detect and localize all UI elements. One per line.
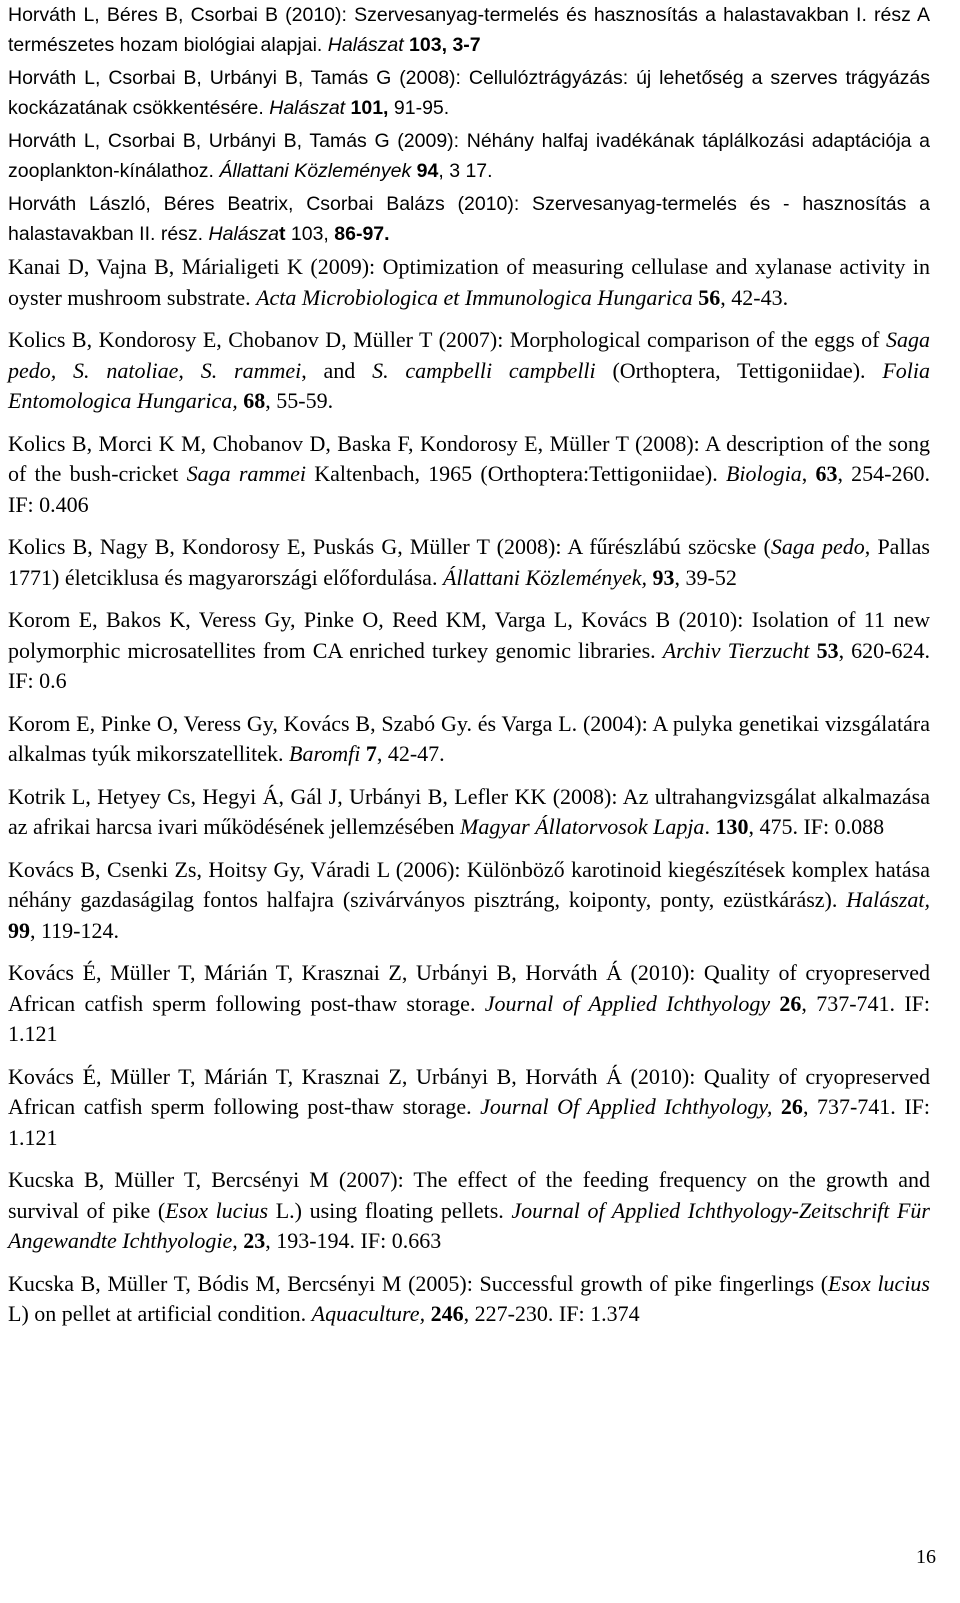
reference-text-segment: Folia Entomologica Hungarica, (8, 357, 931, 413)
reference-text-segment: Esox lucius (828, 1270, 930, 1296)
reference-text-segment: Esox lucius (165, 1197, 269, 1223)
reference-entry (8, 126, 930, 186)
reference-text-segment: Kolics B, Morci K M, Chobanov D, Baska F, Kondorosy E, Müller T (2008): A description of the song of the bush-cricket (8, 430, 930, 486)
reference-text-segment: Halászat, (846, 887, 930, 912)
reference-text-segment: Journal of Applied Ichthyology-Zeitschrift Für Angewandte Ichthyologie (8, 1197, 930, 1253)
reference-entry (8, 855, 930, 947)
reference-entry (8, 709, 930, 770)
reference-text-segment: 103, (403, 34, 453, 56)
reference-text-segment: 63 (815, 461, 838, 486)
reference-entry (8, 252, 930, 313)
reference-text-segment: , 55-59. (265, 388, 334, 413)
reference-text-segment: Biologia (725, 461, 802, 486)
reference-text-segment: Horváth L, Csorbai B, Urbányi B, Tamás G (2008): Cellulóztrágyázás: új lehetőség a szerves trágyázás kockázatának csökkentésére. (8, 67, 930, 119)
reference-text-segment: Journal Of Applied Ichthyology, (480, 1094, 773, 1119)
reference-entry (8, 63, 930, 123)
reference-text-segment: 3-7 (452, 34, 481, 56)
reference-text-segment: , 737-741. IF: 1.121 (8, 990, 931, 1046)
reference-entry (8, 532, 930, 593)
reference-text-segment: Halászat (327, 34, 404, 56)
reference-list (8, 0, 930, 1330)
page-number: 16 (916, 1546, 936, 1568)
reference-text-segment: Kolics B, Nagy B, Kondorosy E, Puskás G, Müller T (2008): A fűrészlábú szöcske ( (8, 534, 771, 559)
reference-text-segment: Kovács É, Müller T, Márián T, Krasznai Z, Urbányi B, Horváth Á (2010): Quality of cryopreserved African catfish sperm following post-thaw storage. (8, 960, 930, 1016)
reference-text-segment: , 620-624. IF: 0.6 (8, 637, 931, 693)
reference-text-segment: , 737-741. IF: 1.121 (8, 1094, 931, 1150)
reference-text-segment: Állattani Közlemények (219, 160, 412, 182)
reference-text-segment: Kanai D, Vajna B, Márialigeti K (2009): Optimization of measuring cellulase and xylanase activity in oyster mushroom substrate. (8, 254, 930, 310)
reference-text-segment: 246 (425, 1301, 464, 1326)
reference-entry (8, 958, 930, 1050)
reference-text-segment: , (232, 1228, 244, 1253)
reference-text-segment: Horváth László, Béres Beatrix, Csorbai Balázs (2010): Szervesanyag-termelés és - hasznosítás a halastavakban II. rész. (8, 193, 930, 245)
reference-text-segment: 103, (285, 223, 335, 245)
reference-text-segment: Horváth L, Béres B, Csorbai B (2010): Szervesanyag-termelés és hasznosítás a halastavakban I. rész A természetes hozam biológiai alapjai. (8, 4, 930, 56)
reference-text-segment: Kovács B, Csenki Zs, Hoitsy Gy, Váradi L (2006): Különböző karotinoid kiegészítések komplex hatása néhány gazdaságilag fontos halfajra (szivárványos pisztráng, koiponty, ponty, ezüstkárász). (8, 856, 930, 912)
reference-text-segment: Állattani Közlemények, (442, 564, 648, 590)
reference-text-segment: 26 (772, 1094, 803, 1119)
reference-text-segment: , 39-52 (674, 564, 737, 590)
reference-text-segment: 99 (8, 917, 30, 943)
reference-text-segment: Acta Microbiologica et Immunologica Hungarica (256, 284, 693, 310)
reference-text-segment: t (278, 223, 286, 245)
reference-text-segment: , 227-230. IF: 1.374 (463, 1301, 640, 1326)
reference-text-segment: , 193-194. IF: 0.663 (265, 1228, 442, 1253)
reference-text-segment: 94 (411, 160, 439, 182)
reference-text-segment: 26 (770, 990, 802, 1016)
reference-text-segment: , 42-47. (376, 741, 445, 766)
reference-text-segment: , 3 17. (438, 160, 493, 182)
reference-text-segment: Halászat (269, 97, 346, 119)
reference-text-segment: 93 (647, 564, 675, 590)
reference-text-segment: Horváth L, Csorbai B, Urbányi B, Tamás G (2009): Néhány halfaj ivadékának táplálkozási adaptációja a zooplankton-kínálathoz. (8, 130, 930, 182)
reference-text-segment: . (704, 814, 716, 839)
reference-text-segment: , 119-124. (30, 917, 120, 943)
reference-text-segment: , 254-260. IF: 0.406 (8, 461, 931, 517)
reference-text-segment: Magyar Állatorvosok Lapja (460, 814, 705, 839)
reference-text-segment: Saga pedo, S. natoliae, S. rammei (8, 327, 930, 383)
reference-text-segment: Halásza (208, 223, 279, 245)
reference-entry (8, 1165, 930, 1257)
reference-text-segment: L) on pellet at artificial condition. (8, 1301, 312, 1326)
reference-entry (8, 429, 930, 521)
reference-text-segment: L.) using floating pellets. (268, 1197, 512, 1223)
reference-entry (8, 0, 930, 60)
reference-text-segment: , 42-43. (720, 284, 789, 310)
reference-text-segment: , Pallas 1771) életciklusa és magyarországi előfordulása. (8, 534, 930, 590)
reference-text-segment: 56 (692, 284, 721, 310)
reference-text-segment: 68 (237, 388, 266, 413)
reference-text-segment: Archiv Tierzucht (662, 637, 810, 663)
reference-text-segment: Journal of Applied Ichthyology (484, 990, 771, 1016)
reference-text-segment: Korom E, Pinke O, Veress Gy, Kovács B, Szabó Gy. és Varga L. (2004): A pulyka genetikai vizsgálatára alkalmas tyúk mikorszatellitek. (8, 710, 930, 766)
reference-text-segment: 23 (243, 1228, 266, 1253)
reference-text-segment: Kovács É, Müller T, Márián T, Krasznai Z, Urbányi B, Horváth Á (2010): Quality of cryopreserved African catfish sperm following post-thaw storage. (8, 1063, 930, 1119)
reference-text-segment: 130 (715, 814, 749, 839)
reference-text-segment: , 475. IF: 0.088 (748, 814, 885, 839)
reference-text-segment: , (801, 461, 816, 486)
reference-text-segment: Kucska B, Müller T, Bódis M, Bercsényi M (2005): Successful growth of pike fingerlings ( (8, 1270, 829, 1296)
reference-text-segment: Kaltenbach, 1965 (Orthoptera:Tettigoniidae). (306, 461, 726, 486)
reference-text-segment: 101, (345, 97, 389, 119)
reference-text-segment: Kotrik L, Hetyey Cs, Hegyi Á, Gál J, Urbányi B, Lefler KK (2008): Az ultrahangvizsgálat alkalmazása az afrikai harcsa ivari működésének jellemzésében (8, 783, 930, 839)
reference-text-segment: , and (301, 357, 373, 383)
reference-text-segment: Kucska B, Müller T, Bercsényi M (2007): The effect of the feeding frequency on the growth and survival of pike ( (8, 1167, 930, 1223)
reference-text-segment: 86-97. (334, 223, 390, 245)
reference-text-segment: Baromfi (289, 741, 361, 766)
reference-text-segment: Korom E, Bakos K, Veress Gy, Pinke O, Reed KM, Varga L, Kovács B (2010): Isolation of 11 new polymorphic microsatellites from CA enriched turkey genomic libraries. (8, 607, 930, 663)
reference-text-segment: 53 (809, 637, 839, 663)
reference-entry (8, 1269, 930, 1330)
reference-entry (8, 782, 930, 843)
reference-entry (8, 189, 930, 249)
reference-text-segment: 7 (360, 741, 377, 766)
reference-text-segment: Saga pedo (770, 534, 865, 559)
reference-text-segment: Kolics B, Kondorosy E, Chobanov D, Müller T (2007): Morphological comparison of the eggs of (8, 327, 886, 352)
reference-text-segment: Aquaculture, (311, 1301, 426, 1326)
reference-text-segment: Saga rammei (186, 461, 307, 486)
reference-text-segment: 91-95. (388, 97, 450, 119)
reference-entry (8, 325, 930, 417)
reference-text-segment: S. campbelli campbelli (372, 357, 596, 383)
reference-text-segment: (Orthoptera, Tettigoniidae). (595, 357, 883, 383)
reference-entry (8, 1062, 930, 1154)
reference-entry (8, 605, 930, 697)
